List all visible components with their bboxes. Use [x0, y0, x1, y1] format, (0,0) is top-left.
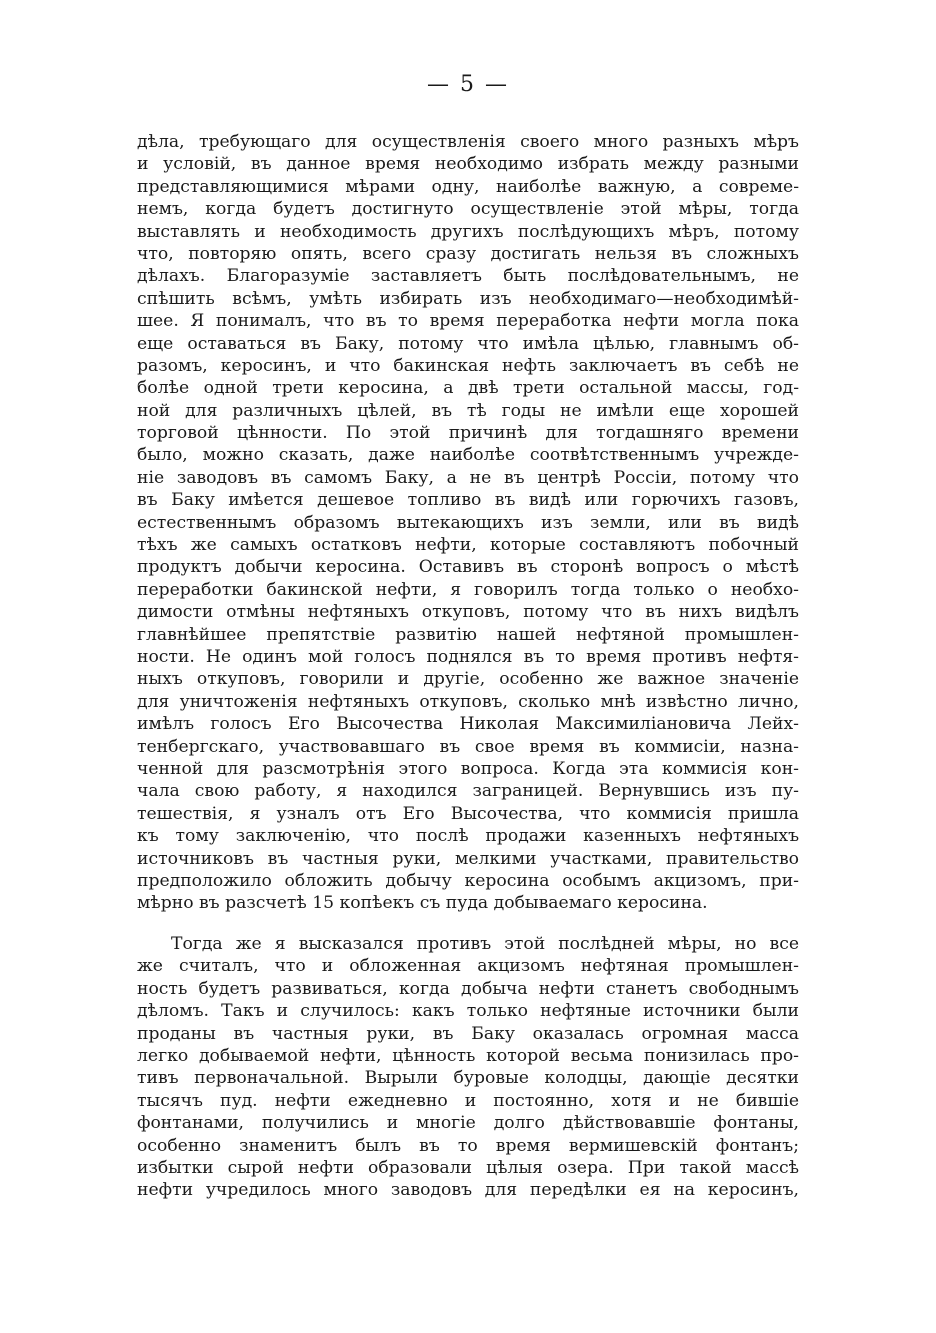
text-line: предположило обложить добычу керосина особымъ акцизомъ, при- [137, 870, 799, 891]
text-line: дѣломъ. Такъ и случилось: какъ только нефтяные источники были [137, 1001, 799, 1022]
text-line: спѣшить всѣмъ, умѣть избирать изъ необходимаго—необходимѣй- [137, 288, 799, 309]
text-line: чала свою работу, я находился заграницей. Вернувшись изъ пу- [137, 781, 799, 802]
text-line: переработки бакинской нефти, я говорилъ тогда только о необхо- [137, 579, 799, 600]
text-line: тысячъ пуд. нефти ежедневно и постоянно, хотя и не бившіе [137, 1090, 799, 1111]
text-line: димости отмѣны нефтяныхъ откуповъ, потому что въ нихъ видѣлъ [137, 602, 799, 623]
text-line: дѣла, требующаго для осуществленія своего много разныхъ мѣръ [137, 132, 799, 152]
text-line: ной для различныхъ цѣлей, въ тѣ годы не имѣли еще хорошей [137, 400, 799, 421]
text-line: источниковъ въ частныя руки, мелкими участками, правительство [137, 848, 799, 869]
text-line: тешествія, я узналъ отъ Его Высочества, что коммисія пришла [137, 803, 799, 824]
text-line: ныхъ откуповъ, говорили и другіе, особенно же важное значеніе [137, 669, 799, 690]
text-line: естественнымъ образомъ вытекающихъ изъ земли, или въ видѣ [137, 512, 799, 533]
page-number: — 5 — [427, 72, 509, 97]
text-line: болѣе одной трети керосина, а двѣ трети остальной массы, год- [137, 378, 799, 399]
text-line: что, повторяю опять, всего сразу достигать нельзя въ сложныхъ [137, 243, 799, 264]
text-line: ніе заводовъ въ самомъ Баку, а не въ центрѣ Россіи, потому что [137, 467, 799, 488]
text-line: проданы въ частныя руки, въ Баку оказалась огромная масса [137, 1023, 799, 1044]
text-line: ченной для разсмотрѣнія этого вопроса. Когда эта коммисія кон- [137, 758, 799, 779]
text-line: продуктъ добычи керосина. Оставивъ въ сторонѣ вопросъ о мѣстѣ [137, 557, 799, 578]
text-line: выставлять и необходимость другихъ послѣдующихъ мѣръ, потому [137, 221, 799, 242]
text-line: фонтанами, получились и многіе долго дѣйствовавшіе фонтаны, [137, 1113, 799, 1134]
text-line: еще оставаться въ Баку, потому что имѣла цѣлью, главнымъ об- [137, 333, 799, 354]
text-line: представляющимися мѣрами одну, наиболѣе важную, а совреме- [137, 176, 799, 197]
text-line: было, можно сказать, даже наиболѣе соотвѣтственнымъ учрежде- [137, 445, 799, 466]
text-line: нефти учредилось много заводовъ для передѣлки ея на керосинъ, [137, 1180, 799, 1201]
text-line: шее. Я понималъ, что въ то время переработка нефти могла пока [137, 311, 799, 332]
text-line: для уничтоженія нефтяныхъ откуповъ, сколько мнѣ извѣстно лично, [137, 691, 799, 712]
paragraph-1 [137, 131, 799, 915]
text-line: немъ, когда будетъ достигнуто осуществленіе этой мѣры, тогда [137, 199, 799, 220]
text-line: главнѣйшее препятствіе развитію нашей нефтяной промышлен- [137, 624, 799, 645]
text-line: тенбергскаго, участвовавшаго въ свое время въ коммисіи, назна- [137, 736, 799, 757]
text-line: легко добываемой нефти, цѣнность которой весьма понизилась про- [137, 1045, 799, 1066]
text-line: разомъ, керосинъ, и что бакинская нефть заключаетъ въ себѣ не [137, 355, 799, 376]
text-line: тѣхъ же самыхъ остатковъ нефти, которые составляютъ побочный [137, 535, 799, 556]
text-line: мѣрно въ разсчетѣ 15 копѣекъ съ пуда добываемаго керосина. [137, 893, 708, 914]
text-line: торговой цѣнности. По этой причинѣ для тогдашняго времени [137, 423, 799, 444]
text-line: избытки сырой нефти образовали цѣлыя озера. При такой массѣ [137, 1157, 799, 1178]
text-line: дѣлахъ. Благоразуміе заставляетъ быть послѣдовательнымъ, не [137, 266, 799, 287]
text-line: къ тому заключенію, что послѣ продажи казенныхъ нефтяныхъ [137, 826, 799, 847]
text-line: Тогда же я высказался противъ этой послѣдней мѣры, но все [171, 934, 799, 954]
text-line: имѣлъ голосъ Его Высочества Николая Максимиліановича Лейх- [137, 714, 799, 735]
text-line: ности. Не одинъ мой голосъ поднялся въ то время противъ нефтя- [137, 646, 799, 667]
text-line: и условій, въ данное время необходимо избрать между разными [137, 154, 799, 175]
paragraph-2 [137, 933, 799, 1202]
text-line: особенно знаменитъ былъ въ то время вермишевскій фонтанъ; [137, 1135, 799, 1156]
text-line: въ Баку имѣется дешевое топливо въ видѣ или горючихъ газовъ, [137, 490, 799, 511]
text-line: ность будетъ развиваться, когда добыча нефти станетъ свободнымъ [137, 978, 799, 999]
text-line: тивъ первоначальной. Вырыли буровые колодцы, дающіе десятки [137, 1068, 799, 1089]
text-line: же считалъ, что и обложенная акцизомъ нефтяная промышлен- [137, 956, 799, 977]
